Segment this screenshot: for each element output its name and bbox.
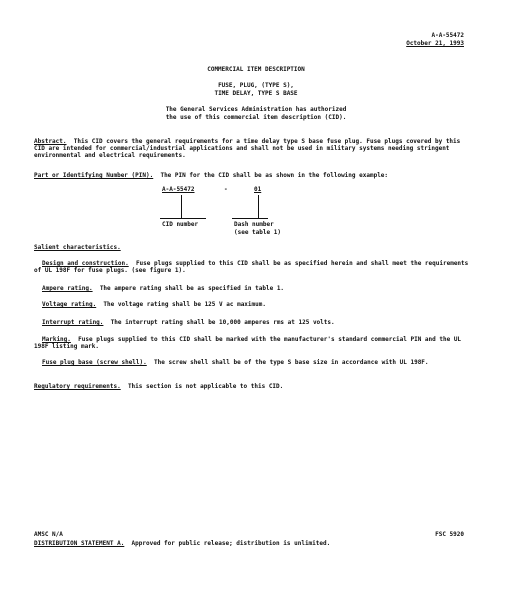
abstract-heading: Abstract. — [34, 138, 67, 145]
regulatory-paragraph — [34, 383, 474, 390]
pin-cid-underline — [160, 218, 206, 219]
ampere-text: The ampere rating shall be as specified in table 1. — [99, 285, 285, 292]
pin-paragraph — [34, 172, 474, 179]
document-date: October 21, 1993 — [406, 40, 464, 47]
pin-dash-underline — [232, 218, 268, 219]
distribution-heading: DISTRIBUTION STATEMENT A. — [34, 540, 125, 547]
pin-cid-connector — [181, 195, 182, 218]
pin-dash-label: Dash number — [234, 221, 274, 228]
section-voltage — [34, 301, 474, 308]
marking-text: Fuse plugs supplied to this CID shall be marked with the manufacturer's standard commercial PIN and the UL 198F listing mark. — [34, 336, 462, 350]
regulatory-text: This section is not applicable to this CID. — [127, 383, 284, 390]
regulatory-heading: Regulatory requirements. — [34, 383, 121, 390]
distribution-statement — [34, 540, 330, 547]
fuse-base-heading: Fuse plug base (screw shell). — [42, 359, 147, 366]
design-heading: Design and construction. — [42, 260, 129, 267]
salient-heading: Salient characteristics. — [34, 244, 121, 251]
marking-heading: Marking. — [42, 336, 71, 343]
interrupt-heading: Interrupt rating. — [42, 319, 104, 326]
amsc-code: AMSC N/A — [34, 531, 63, 538]
abstract-text: This CID covers the general requirements for a time delay type S base fuse plug. Fuse plugs covered by this CID are intended for commercial/industrial applications and shall not be used in military systems needing stringent environmental and electrical requirements. — [34, 138, 461, 159]
authorization-line1: The General Services Administration has authorized — [165, 106, 347, 113]
design-text: Fuse plugs supplied to this CID shall be as specified herein and shall meet the requirements of UL 198F for fuse plugs. (see figure 1). — [34, 260, 469, 274]
voltage-heading: Voltage rating. — [42, 301, 97, 308]
document-title: COMMERCIAL ITEM DESCRIPTION — [207, 66, 305, 73]
pin-cid-label: CID number — [162, 221, 199, 228]
authorization-line2: the use of this commercial item description (CID). — [165, 114, 347, 121]
fsc-code: FSC 5920 — [435, 531, 464, 538]
pin-text: The PIN for the CID shall be as shown in the following example: — [160, 172, 389, 179]
pin-dash-value: 01 — [254, 186, 262, 193]
distribution-text: Approved for public release; distribution is unlimited. — [131, 540, 331, 547]
item-name-line1: FUSE, PLUG, (TYPE S), — [218, 82, 294, 89]
section-ampere — [34, 285, 474, 292]
pin-separator: - — [224, 186, 228, 193]
section-fuse-base — [34, 359, 474, 366]
section-design — [34, 260, 474, 274]
abstract-paragraph — [34, 138, 474, 159]
pin-cid-value: A-A-55472 — [162, 186, 195, 193]
interrupt-text: The interrupt rating shall be 10,000 amperes rms at 125 volts. — [110, 319, 335, 326]
document-number: A-A-55472 — [431, 32, 464, 39]
section-marking — [34, 336, 474, 350]
voltage-text: The voltage rating shall be 125 V ac maximum. — [103, 301, 266, 308]
pin-heading: Part or Identifying Number (PIN). — [34, 172, 154, 179]
pin-dash-note: (see table 1) — [234, 229, 281, 236]
section-interrupt — [34, 319, 474, 326]
fuse-base-text: The screw shell shall be of the type S base size in accordance with UL 198F. — [154, 359, 429, 366]
ampere-heading: Ampere rating. — [42, 285, 93, 292]
item-name-line2: TIME DELAY, TYPE S BASE — [214, 90, 298, 97]
pin-dash-connector — [258, 195, 259, 218]
